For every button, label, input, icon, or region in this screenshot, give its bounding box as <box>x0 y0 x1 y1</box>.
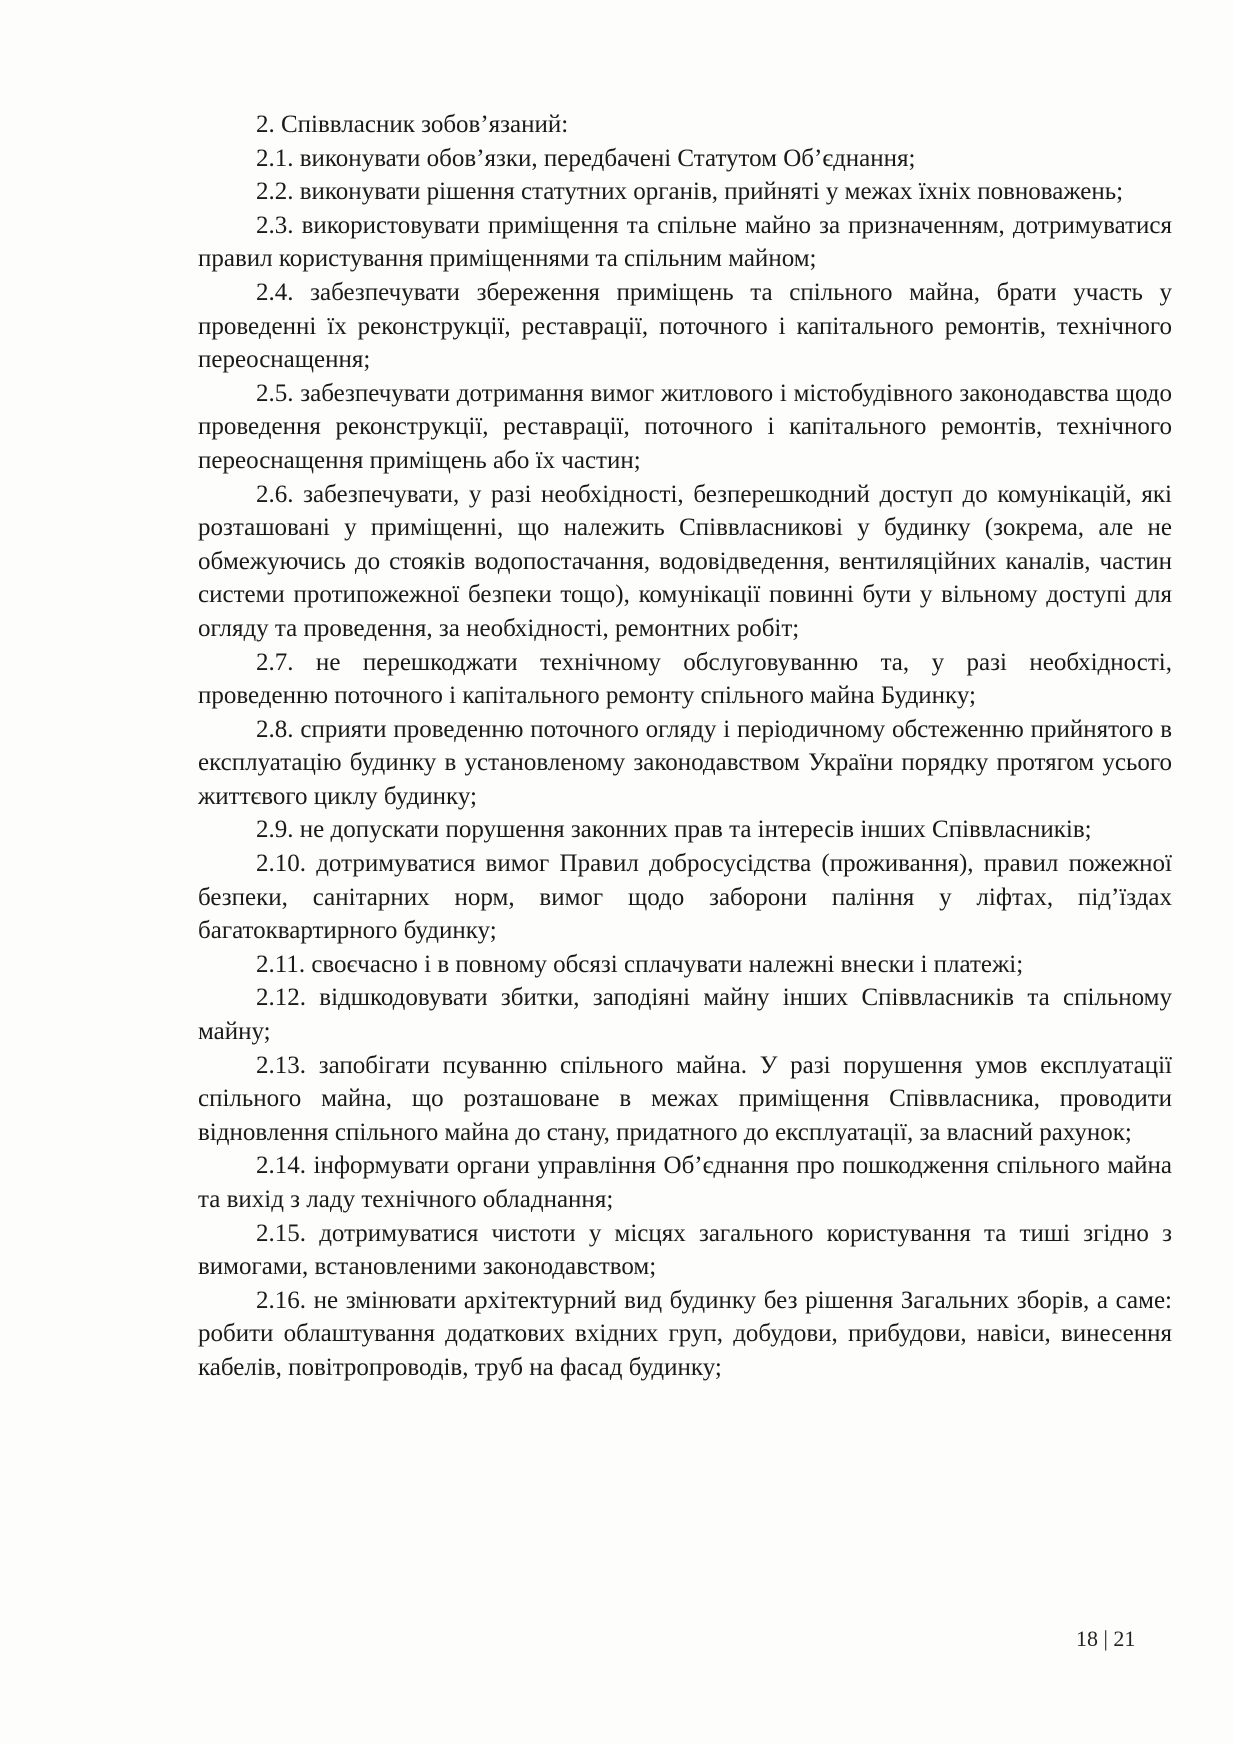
clause-2-12: 2.12. відшкодовувати збитки, заподіяні майну інших Співвласників та спільному майну; <box>198 984 1172 1046</box>
clause-2-10: 2.10. дотримуватися вимог Правил добросусідства (проживання), правил пожежної безпеки, санітарних норм, вимог щодо заборони паління у ліфтах, під’їздах багатоквартирного будинку; <box>198 850 1172 945</box>
clause-2-7: 2.7. не перешкоджати технічному обслуговуванню та, у разі необхідності, проведенню поточного і капітального ремонту спільного майна Будинку; <box>198 648 1172 710</box>
clause-2-5: 2.5. забезпечувати дотримання вимог житлового і містобудівного законодавства щодо проведення реконструкції, реставрації, поточного і капітального ремонтів, технічного переоснащення приміщень або їх частин; <box>198 379 1172 474</box>
clause-2-3: 2.3. використовувати приміщення та спільне майно за призначенням, дотримуватися правил користування приміщеннями та спільним майном; <box>198 211 1172 273</box>
clause-2-2: 2.2. виконувати рішення статутних органів, прийняті у межах їхніх повноважень; <box>256 178 1124 206</box>
clause-2-1: 2.1. виконувати обов’язки, передбачені Статутом Об’єднання; <box>256 144 916 172</box>
clause-2-4: 2.4. забезпечувати збереження приміщень та спільного майна, брати участь у проведенні їх реконструкції, реставрації, поточного і капітального ремонтів, технічного переоснащення; <box>198 278 1172 374</box>
clause-2-15: 2.15. дотримуватися чистоти у місцях загального користування та тиші згідно з вимогами, встановленими законодавством; <box>198 1219 1172 1281</box>
clause-2-14: 2.14. інформувати органи управління Об’єднання про пошкодження спільного майна та вихід з ладу технічного обладнання; <box>198 1152 1172 1213</box>
page-number: 18 | 21 <box>1076 1626 1136 1651</box>
clause-2-11: 2.11. своєчасно і в повному обсязі сплачувати належні внески і платежі; <box>256 950 1024 978</box>
clause-2-8: 2.8. сприяти проведенню поточного огляду і періодичному обстеженню прийнятого в експлуатацію будинку в установленому законодавством України порядку протягом усього життєвого циклу будинку; <box>198 715 1172 810</box>
clause-2-6: 2.6. забезпечувати, у разі необхідності, безперешкодний доступ до комунікацій, які розташовані у приміщенні, що належить Співвласникові у будинку (зокрема, але не обмежуючись до стояків водопостачання, водовідведення, вентиляційних каналів, частин системи протипожежної безпеки тощо), комунікації повинні бути у вільному доступі для огляду та проведення, за необхідності, ремонтних робіт; <box>198 480 1172 642</box>
clause-2-16: 2.16. не змінювати архітектурний вид будинку без рішення Загальних зборів, а саме: робити облаштування додаткових вхідних груп, добудови, прибудови, навіси, винесення кабелів, повітропроводів, труб на фасад будинку; <box>198 1286 1172 1381</box>
document-body <box>198 108 1172 1385</box>
clause-2-13: 2.13. запобігати псуванню спільного майна. У разі порушення умов експлуатації спільного майна, що розташоване в межах приміщення Співвласника, проводити відновлення спільного майна до стану, придатного до експлуатації, за власний рахунок; <box>198 1051 1172 1146</box>
clause-2-9: 2.9. не допускати порушення законних прав та інтересів інших Співвласників; <box>256 816 1092 844</box>
section-heading: 2. Співвласник зобов’язаний: <box>256 111 569 138</box>
